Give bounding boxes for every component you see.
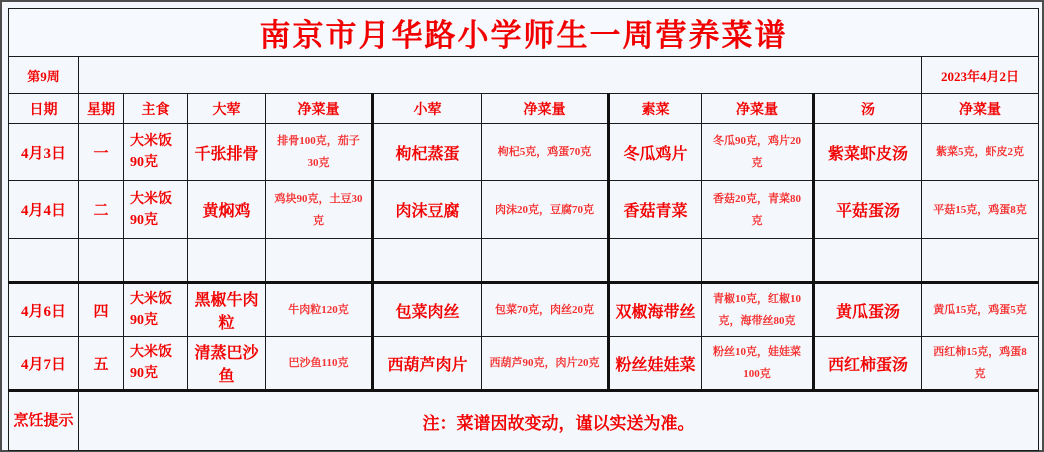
semi-dish-cell: 西葫芦肉片: [373, 337, 482, 391]
row-date: [9, 239, 79, 283]
row-date: 4月6日: [9, 283, 79, 337]
meat-qty-cell: 排骨100克，茄子30克: [266, 124, 373, 181]
footer-row: [9, 391, 1039, 451]
soup-dish-cell: 紫菜虾皮汤: [814, 124, 922, 181]
menu-row-mon: [9, 124, 1039, 181]
menu-table: [8, 8, 1039, 451]
row-weekday: 四: [79, 283, 124, 337]
veg-qty-cell: 香菇20克，青菜80克: [702, 181, 814, 239]
col-header-meat: 大荤: [188, 94, 266, 124]
veg-dish-cell: 双椒海带丝: [609, 283, 702, 337]
semi-qty-cell: 西葫芦90克，肉片20克: [482, 337, 609, 391]
soup-dish-cell: 平菇蛋汤: [814, 181, 922, 239]
col-header-semi: 小荤: [373, 94, 482, 124]
menu-date: 2023年4月2日: [922, 57, 1039, 94]
semi-qty-cell: 包菜70克，肉丝20克: [482, 283, 609, 337]
veg-dish-cell: 香菇青菜: [609, 181, 702, 239]
soup-dish-cell: [814, 239, 922, 283]
meat-dish-cell: 清蒸巴沙鱼: [188, 337, 266, 391]
veg-dish-cell: 粉丝娃娃菜: [609, 337, 702, 391]
row-date: 4月7日: [9, 337, 79, 391]
staple-cell: 大米饭90克: [124, 283, 188, 337]
meat-qty-cell: 鸡块90克，土豆30克: [266, 181, 373, 239]
veg-qty-cell: 粉丝10克，娃娃菜100克: [702, 337, 814, 391]
soup-dish-cell: 黄瓜蛋汤: [814, 283, 922, 337]
col-header-staple: 主食: [124, 94, 188, 124]
soup-dish-cell: 西红柿蛋汤: [814, 337, 922, 391]
meat-dish-cell: 黑椒牛肉粒: [188, 283, 266, 337]
meat-dish-cell: [188, 239, 266, 283]
meat-qty-cell: 牛肉粒120克: [266, 283, 373, 337]
staple-cell: 大米饭90克: [124, 337, 188, 391]
soup-qty-cell: [922, 239, 1039, 283]
staple-cell: [124, 239, 188, 283]
soup-qty-cell: 黄瓜15克，鸡蛋5克: [922, 283, 1039, 337]
meat-dish-cell: 千张排骨: [188, 124, 266, 181]
semi-qty-cell: [482, 239, 609, 283]
row-weekday: 二: [79, 181, 124, 239]
semi-dish-cell: 肉沫豆腐: [373, 181, 482, 239]
veg-dish-cell: [609, 239, 702, 283]
menu-change-note: 注：菜谱因故变动，谨以实送为准。: [79, 391, 1039, 451]
row-weekday: 一: [79, 124, 124, 181]
soup-qty-cell: 西红柿15克，鸡蛋8克: [922, 337, 1039, 391]
semi-dish-cell: 包菜肉丝: [373, 283, 482, 337]
row-date: 4月4日: [9, 181, 79, 239]
meat-qty-cell: [266, 239, 373, 283]
meat-dish-cell: 黄焖鸡: [188, 181, 266, 239]
meat-qty-cell: 巴沙鱼110克: [266, 337, 373, 391]
col-header-veg-qty: 净菜量: [702, 94, 814, 124]
semi-dish-cell: 枸杞蒸蛋: [373, 124, 482, 181]
col-header-weekday: 星期: [79, 94, 124, 124]
week-label: 第9周: [9, 57, 79, 94]
col-header-soup-qty: 净菜量: [922, 94, 1039, 124]
staple-cell: 大米饭90克: [124, 181, 188, 239]
veg-dish-cell: 冬瓜鸡片: [609, 124, 702, 181]
menu-row-empty: [9, 239, 1039, 283]
semi-dish-cell: [373, 239, 482, 283]
row-weekday: 五: [79, 337, 124, 391]
semi-qty-cell: 枸杞5克，鸡蛋70克: [482, 124, 609, 181]
col-header-date: 日期: [9, 94, 79, 124]
row-weekday: [79, 239, 124, 283]
col-header-semi-qty: 净菜量: [482, 94, 609, 124]
veg-qty-cell: 冬瓜90克，鸡片20克: [702, 124, 814, 181]
semi-qty-cell: 肉沫20克，豆腐70克: [482, 181, 609, 239]
menu-row-fri: [9, 337, 1039, 391]
menu-row-tue: [9, 181, 1039, 239]
cooking-tips-label: 烹饪提示: [9, 391, 79, 451]
week-row-spacer: [79, 57, 922, 94]
page-title: 南京市月华路小学师生一周营养菜谱: [9, 9, 1039, 57]
col-header-soup: 汤: [814, 94, 922, 124]
row-date: 4月3日: [9, 124, 79, 181]
veg-qty-cell: 青椒10克，红椒10克，海带丝80克: [702, 283, 814, 337]
menu-row-thu: [9, 283, 1039, 337]
col-header-meat-qty: 净菜量: [266, 94, 373, 124]
col-header-veg: 素菜: [609, 94, 702, 124]
soup-qty-cell: 平菇15克，鸡蛋8克: [922, 181, 1039, 239]
soup-qty-cell: 紫菜5克，虾皮2克: [922, 124, 1039, 181]
veg-qty-cell: [702, 239, 814, 283]
staple-cell: 大米饭90克: [124, 124, 188, 181]
